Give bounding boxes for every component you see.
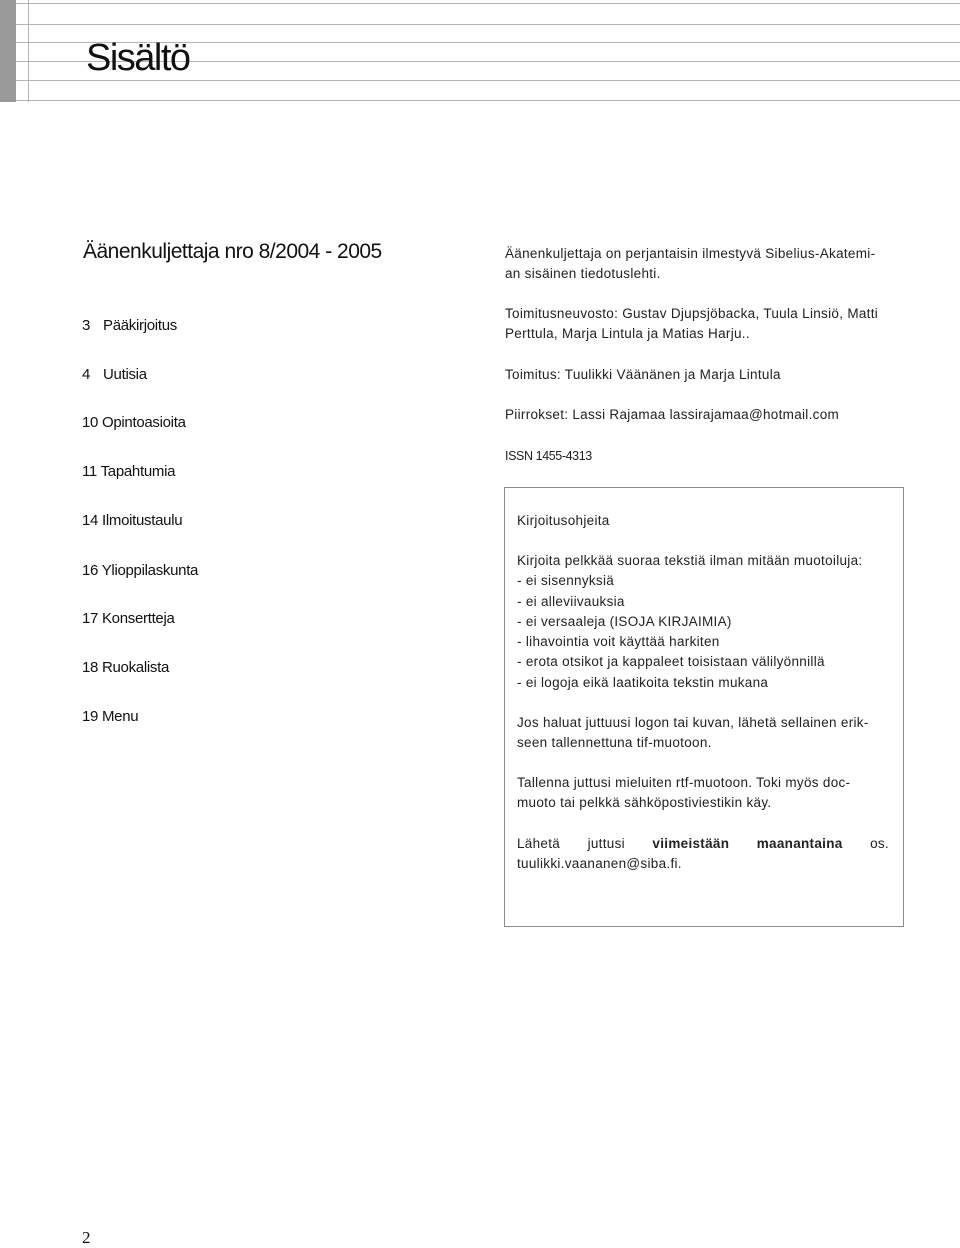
format-instructions [517,773,889,814]
instruction-rule: - erota otsikot ja kappaleet toisistaan välilyönnillä [517,654,825,670]
toc-item[interactable] [82,463,175,480]
toc-page-number: 4 [82,366,91,383]
intro-line: an sisäinen tiedotuslehti. [505,266,661,281]
toc-label: Tapahtumia [100,463,176,480]
council-line: Perttula, Marja Lintula ja Matias Harju.. [505,326,750,341]
toc-page-number: 19 [82,708,99,725]
issn-line: ISSN 1455-4313 [505,449,592,463]
send-instructions [517,834,889,875]
logo-instruction-line: seen tallennettuna tif-muotoon. [517,735,712,751]
toc-page-number: 14 [82,512,99,529]
publication-intro [505,244,905,284]
send-prefix: Lähetä juttusi [517,836,625,851]
issue-title: Äänenkuljettaja nro 8/2004 - 2005 [83,240,382,263]
illustrations-line: Piirrokset: Lassi Rajamaa lassirajamaa@hotmail.com [505,407,840,422]
page-number: 2 [82,1228,91,1247]
send-email-link[interactable]: tuulikki.vaananen@siba.fi. [517,856,682,872]
toc-label: Pääkirjoitus [103,317,177,334]
toc-item[interactable] [82,708,138,725]
send-instruction-line [517,834,889,854]
instruction-rule: - ei sisennyksiä [517,573,615,589]
header-rule [16,100,960,101]
instructions-list [517,551,889,693]
toc-page-number: 18 [82,659,99,676]
toc-page-number: 17 [82,610,99,627]
header-rule [16,24,960,25]
format-instruction-line: muoto tai pelkkä sähköpostiviestikin käy. [517,795,772,811]
header-band [0,0,960,102]
instruction-rule: - ei logoja eikä laatikoita tekstin mukana [517,674,769,690]
send-suffix: os. [870,836,889,851]
toc-label: Ilmoitustaulu [101,512,183,529]
toc-item[interactable] [82,659,169,676]
header-side-stripe [0,0,16,102]
page-title: Sisältö [86,37,190,79]
toc-label: Ruokalista [101,659,170,676]
toc-label: Konsertteja [101,610,175,627]
instruction-rule: - ei versaaleja (ISOJA KIRJAIMIA) [517,613,732,629]
toc-label: Opintoasioita [101,414,186,431]
instruction-rule: - ei alleviivauksia [517,593,625,609]
header-vertical-rule [28,0,29,102]
toc-page-number: 11 [82,463,97,480]
header-rule [16,3,960,4]
toc-page-number: 10 [82,414,99,431]
toc-item[interactable] [82,366,147,383]
toc-label: Ylioppilaskunta [101,562,199,579]
toc-label: Uutisia [103,366,147,383]
toc-page-number: 3 [82,317,91,334]
logo-instruction-line: Jos haluat juttuusi logon tai kuvan, lähetä sellainen erik- [517,715,869,730]
council-line: Toimitusneuvosto: Gustav Djupsjöbacka, Tuula Linsiö, Matti [505,306,879,321]
toc-item[interactable] [82,610,175,627]
send-deadline: viimeistään maanantaina [652,836,843,851]
instructions-heading: Kirjoitusohjeita [517,513,610,528]
header-rule [16,80,960,81]
toc-label: Menu [101,708,139,725]
format-instruction-line: Tallenna juttusi mieluiten rtf-muotoon. Toki myös doc- [517,775,851,790]
instruction-rule: - lihavointia voit käyttää harkiten [517,634,720,650]
intro-line: Äänenkuljettaja on perjantaisin ilmestyvä Sibelius-Akatemi- [505,246,876,261]
instructions-lead: Kirjoita pelkkää suoraa tekstiä ilman mitään muotoiluja: [517,553,863,568]
toc-item[interactable] [82,317,177,334]
toc-item[interactable] [82,562,198,579]
logo-instructions [517,713,889,754]
toc-item[interactable] [82,512,182,529]
editors-line: Toimitus: Tuulikki Väänänen ja Marja Lintula [505,367,781,382]
toc-page-number: 16 [82,562,99,579]
editorial-council [505,304,905,344]
toc-item[interactable] [82,414,186,431]
